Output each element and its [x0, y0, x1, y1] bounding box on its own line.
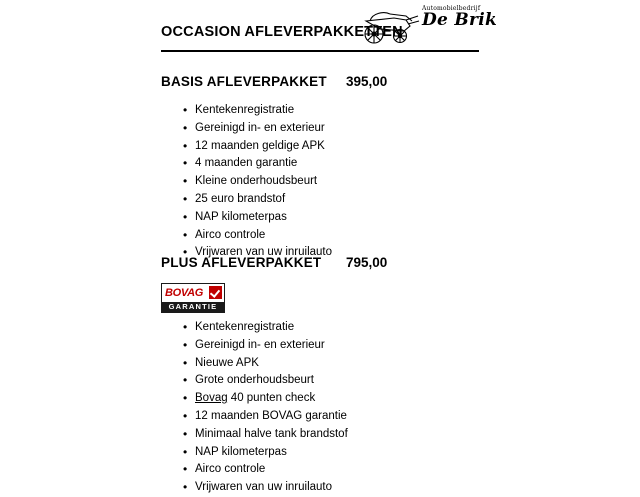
package-heading [161, 74, 581, 96]
list-item: • Vrijwaren van uw inruilauto [183, 479, 581, 497]
package-feature-list [161, 102, 581, 262]
list-item: • 12 maanden BOVAG garantie [183, 408, 581, 426]
package-feature-list [161, 319, 581, 497]
list-item [183, 390, 581, 408]
list-item: • Kleine onderhoudsbeurt [183, 173, 581, 191]
list-item: • Airco controle [183, 461, 581, 479]
logo-tagline: Automobielbedrijf [422, 5, 481, 12]
package-plus [161, 255, 581, 497]
company-logo [360, 4, 498, 52]
logo-text [422, 5, 498, 31]
package-name: PLUS AFLEVERPAKKET [161, 255, 322, 270]
horse-carriage-icon [360, 7, 422, 47]
list-item: • Grote onderhoudsbeurt [183, 372, 581, 390]
document-header [0, 0, 640, 60]
list-item: • Gereinigd in- en exterieur [183, 337, 581, 355]
package-basis [161, 74, 581, 262]
list-item: • Vrijwaren van uw inruilauto [183, 244, 581, 262]
bovag-brand-text: BOVAG [165, 287, 204, 299]
list-item: • NAP kilometerpas [183, 209, 581, 227]
list-item: • 25 euro brandstof [183, 191, 581, 209]
logo-name: De Brik [422, 10, 498, 31]
list-item: • Airco controle [183, 227, 581, 245]
list-item: • Kentekenregistratie [183, 319, 581, 337]
list-item: • NAP kilometerpas [183, 444, 581, 462]
bovag-badge-top [162, 284, 224, 302]
checkmark-icon [209, 286, 222, 299]
list-item: • Nieuwe APK [183, 355, 581, 373]
header-divider [161, 50, 479, 52]
bovag-link-text: Bovag [195, 392, 228, 405]
package-name: BASIS AFLEVERPAKKET [161, 74, 327, 89]
list-item: • Kentekenregistratie [183, 102, 581, 120]
list-item: • 4 maanden garantie [183, 155, 581, 173]
bovag-garantie-badge [161, 283, 225, 313]
bovag-check-rest: 40 punten check [227, 392, 316, 405]
package-heading [161, 255, 581, 277]
list-item: • 12 maanden geldige APK [183, 138, 581, 156]
list-item: • Minimaal halve tank brandstof [183, 426, 581, 444]
bovag-garantie-label: GARANTIE [162, 302, 224, 312]
list-item: • Gereinigd in- en exterieur [183, 120, 581, 138]
package-price: 795,00 [346, 255, 388, 270]
package-price: 395,00 [346, 74, 388, 89]
page-title: OCCASION AFLEVERPAKKETTEN [161, 24, 403, 40]
